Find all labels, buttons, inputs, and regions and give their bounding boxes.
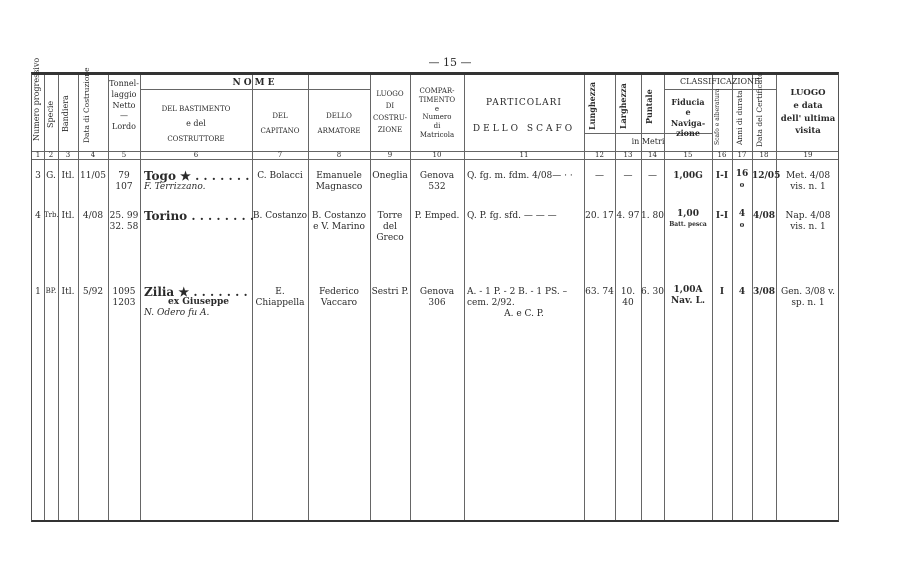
row-anni: 4 (738, 209, 746, 219)
header-timento: TIMENTO (418, 95, 456, 104)
row-nome: Torino . . . . . . . . (144, 209, 255, 223)
header-scafo-alberatura: Scafo e alberatura (714, 88, 721, 145)
row-data: 5/92 (82, 287, 104, 297)
row-anni: 16 (735, 169, 749, 179)
col-number: 2 (48, 151, 54, 159)
row-ton-lordo: 1203 (112, 298, 136, 308)
header-costruttore: COSTRUTTORE (167, 135, 225, 143)
row-larghezza: — (623, 171, 633, 181)
header-armatore: ARMATORE (317, 127, 361, 136)
col-number: 12 (595, 151, 604, 159)
row-lunghezza: 20. 17 (585, 211, 614, 221)
header-costru: COSTRU- (373, 113, 407, 122)
header-anni-durata: Anni di durata (735, 90, 744, 145)
header-zione-2: zione (676, 128, 700, 139)
header-del: DEL (272, 112, 288, 120)
row-particolari: A. - 1 P. - 2 B. - 1 PS. – cem. 2/92. (467, 287, 568, 308)
row-number: 1 (35, 287, 41, 297)
col-number: 16 (717, 151, 727, 159)
row-capitano: E. Chiappella (255, 287, 305, 308)
row-costruttore: F. Terrizzano. (144, 182, 206, 192)
row-ton-netto: 79 (118, 171, 130, 181)
row-anni: 4 (738, 287, 746, 297)
header-luogo: LUOGO (376, 90, 404, 98)
row-particolari: Q. fg. m. fdm. 4/08— · · (467, 171, 573, 181)
header-naviga: Naviga- (670, 117, 706, 128)
row-ton-netto: 1095 (112, 287, 136, 297)
header-e-data: e data (793, 100, 823, 111)
col-number: 3 (65, 151, 71, 159)
header-numero-progressivo: Numero progressivo (32, 57, 41, 141)
header-tonnellaggio-5: Lordo (112, 122, 136, 132)
row-compartimento: Genova 532 (419, 171, 455, 192)
header-bandiera: Bandiera (61, 95, 70, 133)
row-data: 4/08 (82, 211, 104, 221)
row-puntale: 6. 30 (641, 287, 664, 297)
row-specie: Trb. (44, 211, 59, 219)
col-number: 4 (90, 151, 96, 159)
row-nome: Togo ★ . . . . . . . (144, 169, 250, 183)
row-puntale: 1. 80 (641, 211, 664, 221)
row-armatore: Federico Vaccaro (319, 287, 359, 308)
col-number: 7 (277, 151, 283, 159)
row-particolari-2: A. e C. P. (504, 309, 544, 319)
col-number: 13 (623, 151, 633, 159)
row-compartimento: P. Emped. (414, 211, 460, 221)
header-particolari: PARTICOLARI (486, 98, 562, 108)
row-nome-ex: ex Giuseppe (168, 297, 229, 307)
header-puntale: Puntale (644, 89, 654, 125)
col-number: 18 (759, 151, 769, 159)
row-visita: Nap. 4/08 vis. n. 1 (785, 211, 831, 232)
header-di: DI (385, 101, 395, 110)
header-tonnellaggio-3: Netto (112, 100, 136, 110)
page-number: — 15 — (428, 56, 472, 69)
header-tonnellaggio-2: laggio (111, 89, 137, 99)
row-capitano: C. Bolacci (257, 171, 303, 181)
row-luogo: Torre del Greco (376, 211, 404, 243)
row-ton-lordo: 32. 58 (109, 222, 139, 232)
header-nome: NOME (232, 78, 278, 88)
row-bandiera: Itl. (61, 171, 75, 181)
row-scafo: I (719, 287, 725, 297)
row-lunghezza: — (595, 171, 604, 181)
header-del-bastimento: DEL BASTIMENTO (161, 105, 231, 113)
header-compar: COMPAR- (419, 87, 455, 95)
header-fiducia: Fiducia (671, 97, 705, 107)
row-bandiera: Itl. (61, 287, 75, 297)
header-dello: DELLO (326, 112, 352, 120)
row-particolari: Q. P. fg. sfd. — — — (467, 211, 557, 221)
row-armatore: Emanuele Magnasco (315, 171, 363, 192)
header-tonnellaggio-4: — (120, 111, 128, 121)
header-data-costruzione: Data di Costruzione (82, 67, 91, 143)
row-specie: G. (46, 171, 56, 181)
header-specie: Specie (46, 100, 55, 128)
col-number: 17 (737, 151, 747, 159)
row-scafo: I-I (715, 171, 729, 181)
row-puntale: — (648, 171, 657, 181)
col-number: 11 (519, 151, 529, 159)
row-data-cert: 4/08 (752, 211, 776, 221)
row-capitano: B. Costanzo (252, 211, 308, 221)
row-nome: Zilia ★ . . . . . . . (144, 285, 248, 299)
header-luogo-visita: LUOGO (790, 88, 826, 98)
header-matricola: Matricola (419, 130, 455, 139)
col-number: 10 (432, 151, 442, 159)
row-data-cert: 3/08 (752, 287, 776, 297)
col-number: 15 (683, 151, 693, 159)
row-ton-netto: 25. 99 (109, 211, 139, 221)
row-armatore: B. Costanzo e V. Marino (311, 211, 367, 232)
header-fiducia-e: e (685, 107, 691, 118)
col-number: 9 (387, 151, 393, 159)
row-costruttore: N. Odero fu A. (144, 308, 210, 318)
row-visita: Met. 4/08 vis. n. 1 (785, 171, 831, 192)
col-number: 1 (35, 151, 41, 159)
col-number: 14 (648, 151, 657, 159)
register-table (31, 57, 839, 522)
header-e: e (434, 104, 440, 113)
header-zione: ZIONE (377, 125, 403, 134)
row-anni-sub: o (739, 180, 745, 189)
row-luogo: Oneglia (372, 171, 408, 181)
row-fiducia-sub: Batt. pesca (669, 221, 707, 228)
row-larghezza: 10. 40 (620, 287, 636, 308)
row-fiducia: 1,00A (673, 285, 703, 295)
row-lunghezza: 63. 74 (585, 287, 614, 297)
header-visita: visita (795, 126, 821, 137)
row-visita: Gen. 3/08 v. sp. n. 1 (781, 287, 835, 308)
row-bandiera: Itl. (61, 211, 75, 221)
header-ultima: dell' ultima (780, 113, 836, 124)
row-fiducia: 1,00G (673, 171, 703, 181)
row-specie: BP. (45, 287, 57, 295)
col-number: 6 (193, 151, 199, 159)
header-lunghezza: Lunghezza (587, 81, 597, 131)
col-number: 19 (803, 151, 813, 159)
row-number: 4 (35, 211, 41, 221)
header-classificazione: CLASSIFICAZIONE (680, 77, 760, 86)
row-luogo: Sestri P. (371, 287, 409, 297)
header-e-del: e del (186, 119, 206, 128)
row-compartimento: Genova 306 (419, 287, 455, 308)
header-larghezza: Larghezza (618, 83, 628, 129)
row-anni-sub: o (739, 220, 745, 229)
row-larghezza: 4. 97 (616, 211, 640, 221)
header-tonnellaggio-1: Tonnel- (109, 79, 139, 88)
row-scafo: I-I (715, 211, 729, 221)
row-ton-lordo: 107 (115, 182, 133, 192)
col-number: 5 (121, 151, 127, 159)
row-number: 3 (35, 171, 41, 181)
header-capitano: CAPITANO (260, 127, 300, 136)
col-number: 8 (336, 151, 342, 159)
row-data-cert: 12/05 (752, 171, 781, 181)
row-data: 11/05 (80, 171, 106, 181)
header-di-2: di (433, 122, 441, 130)
header-numero: Numero (422, 113, 452, 122)
header-data-certificato: Data del Certificato (755, 72, 764, 147)
header-dello-scafo: DELLO SCAFO (472, 124, 576, 134)
row-fiducia: 1,00 (677, 209, 699, 219)
row-fiducia-sub: Nav. L. (670, 296, 706, 306)
header-in-metri: in Metri (631, 137, 665, 146)
